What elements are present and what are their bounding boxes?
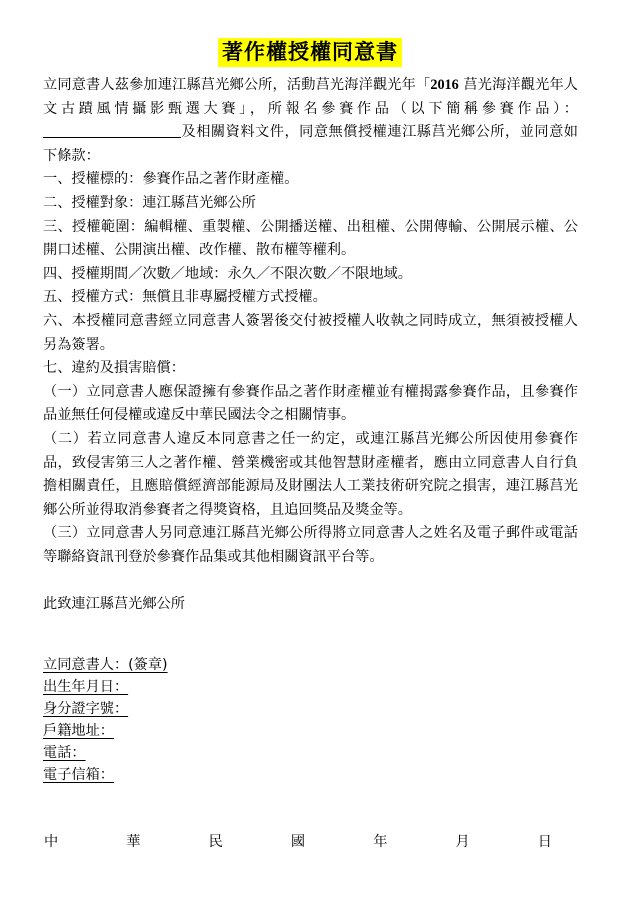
intro-part1: 立同意書人茲參加連江縣莒光鄉公所，活動莒光海洋觀光年「 <box>43 77 431 93</box>
document-body <box>43 74 578 569</box>
date-char-month: 月 <box>455 834 470 850</box>
birthdate-field: 出生年月日： <box>43 679 129 695</box>
clause-7: 七、違約及損害賠償： <box>43 360 185 377</box>
clause-7-2: （二）若立同意書人違反本同意書之任一約定，或連江縣莒光鄉公所因使用參賽作品，致侵害第三人之著作權、營業機密或其他智慧財產權者，應由立同意書人自行負擔相關責任，且應賠償經濟部能源局及財團法人工業技術研究院之損害，連江縣莒光鄉公所並得取消參賽者之得獎資格，且追回獎品及獎金等。 <box>43 430 578 518</box>
clause-1: 一、授權標的：參賽作品之著作財產權。 <box>43 171 299 188</box>
clause-6: 六、本授權同意書經立同意書人簽署後交付被授權人收執之同時成立，無須被授權人另為簽署。 <box>43 312 578 353</box>
intro-part2: 莒光海洋觀光年人文古蹟風情攝影甄選大賽」，所報名參賽作品（以下簡稱參賽作品）： <box>43 77 578 117</box>
intro-part3: 及相關資料文件，同意無償授權連江縣莒光鄉公所，並同意如下條款： <box>43 124 578 164</box>
clause-7-1: （一）立同意書人應保證擁有參賽作品之著作財產權並有權揭露參賽作品，且參賽作品並無任何侵權或違反中華民國法令之相關情事。 <box>43 383 578 424</box>
date-char-hua: 華 <box>126 834 141 850</box>
id-number-field: 身分證字號： <box>43 701 129 717</box>
date-char-guo: 國 <box>290 834 306 850</box>
date-char-year: 年 <box>373 834 388 850</box>
date-char-day: 日 <box>537 834 552 850</box>
date-char-min: 民 <box>208 834 223 850</box>
address-field: 戶籍地址： <box>43 723 114 739</box>
title-wrap <box>0 38 620 67</box>
intro-year: 2016 <box>430 77 459 93</box>
clause-3: 三、授權範圍：編輯權、重製權、公開播送權、出租權、公開傳輸、公開展示權、公開口述權、公開演出權、改作權、散布權等權利。 <box>43 218 578 259</box>
clause-2: 二、授權對象：連江縣莒光鄉公所 <box>43 194 256 211</box>
clause-4: 四、授權期間／次數／地域：永久／不限次數／不限地域。 <box>43 265 412 282</box>
signature-block <box>43 654 168 786</box>
clause-5: 五、授權方式：無償且非專屬授權方式授權。 <box>43 289 327 306</box>
signer-field: 立同意書人：(簽章) <box>43 657 168 673</box>
date-row <box>44 831 552 851</box>
clause-7-3: （三）立同意書人另同意連江縣莒光鄉公所得將立同意書人之姓名及電子郵件或電話等聯絡資訊刊登於參賽作品集或其他相關資訊平台等。 <box>43 525 578 565</box>
closing-line: 此致連江縣莒光鄉公所 <box>43 596 185 612</box>
phone-field: 電話： <box>43 745 86 761</box>
email-field: 電子信箱： <box>43 767 114 783</box>
intro-paragraph <box>43 74 578 168</box>
entry-title-blank <box>43 121 181 138</box>
date-char-zhong: 中 <box>44 834 59 850</box>
document-title: 著作權授權同意書 <box>218 38 402 67</box>
